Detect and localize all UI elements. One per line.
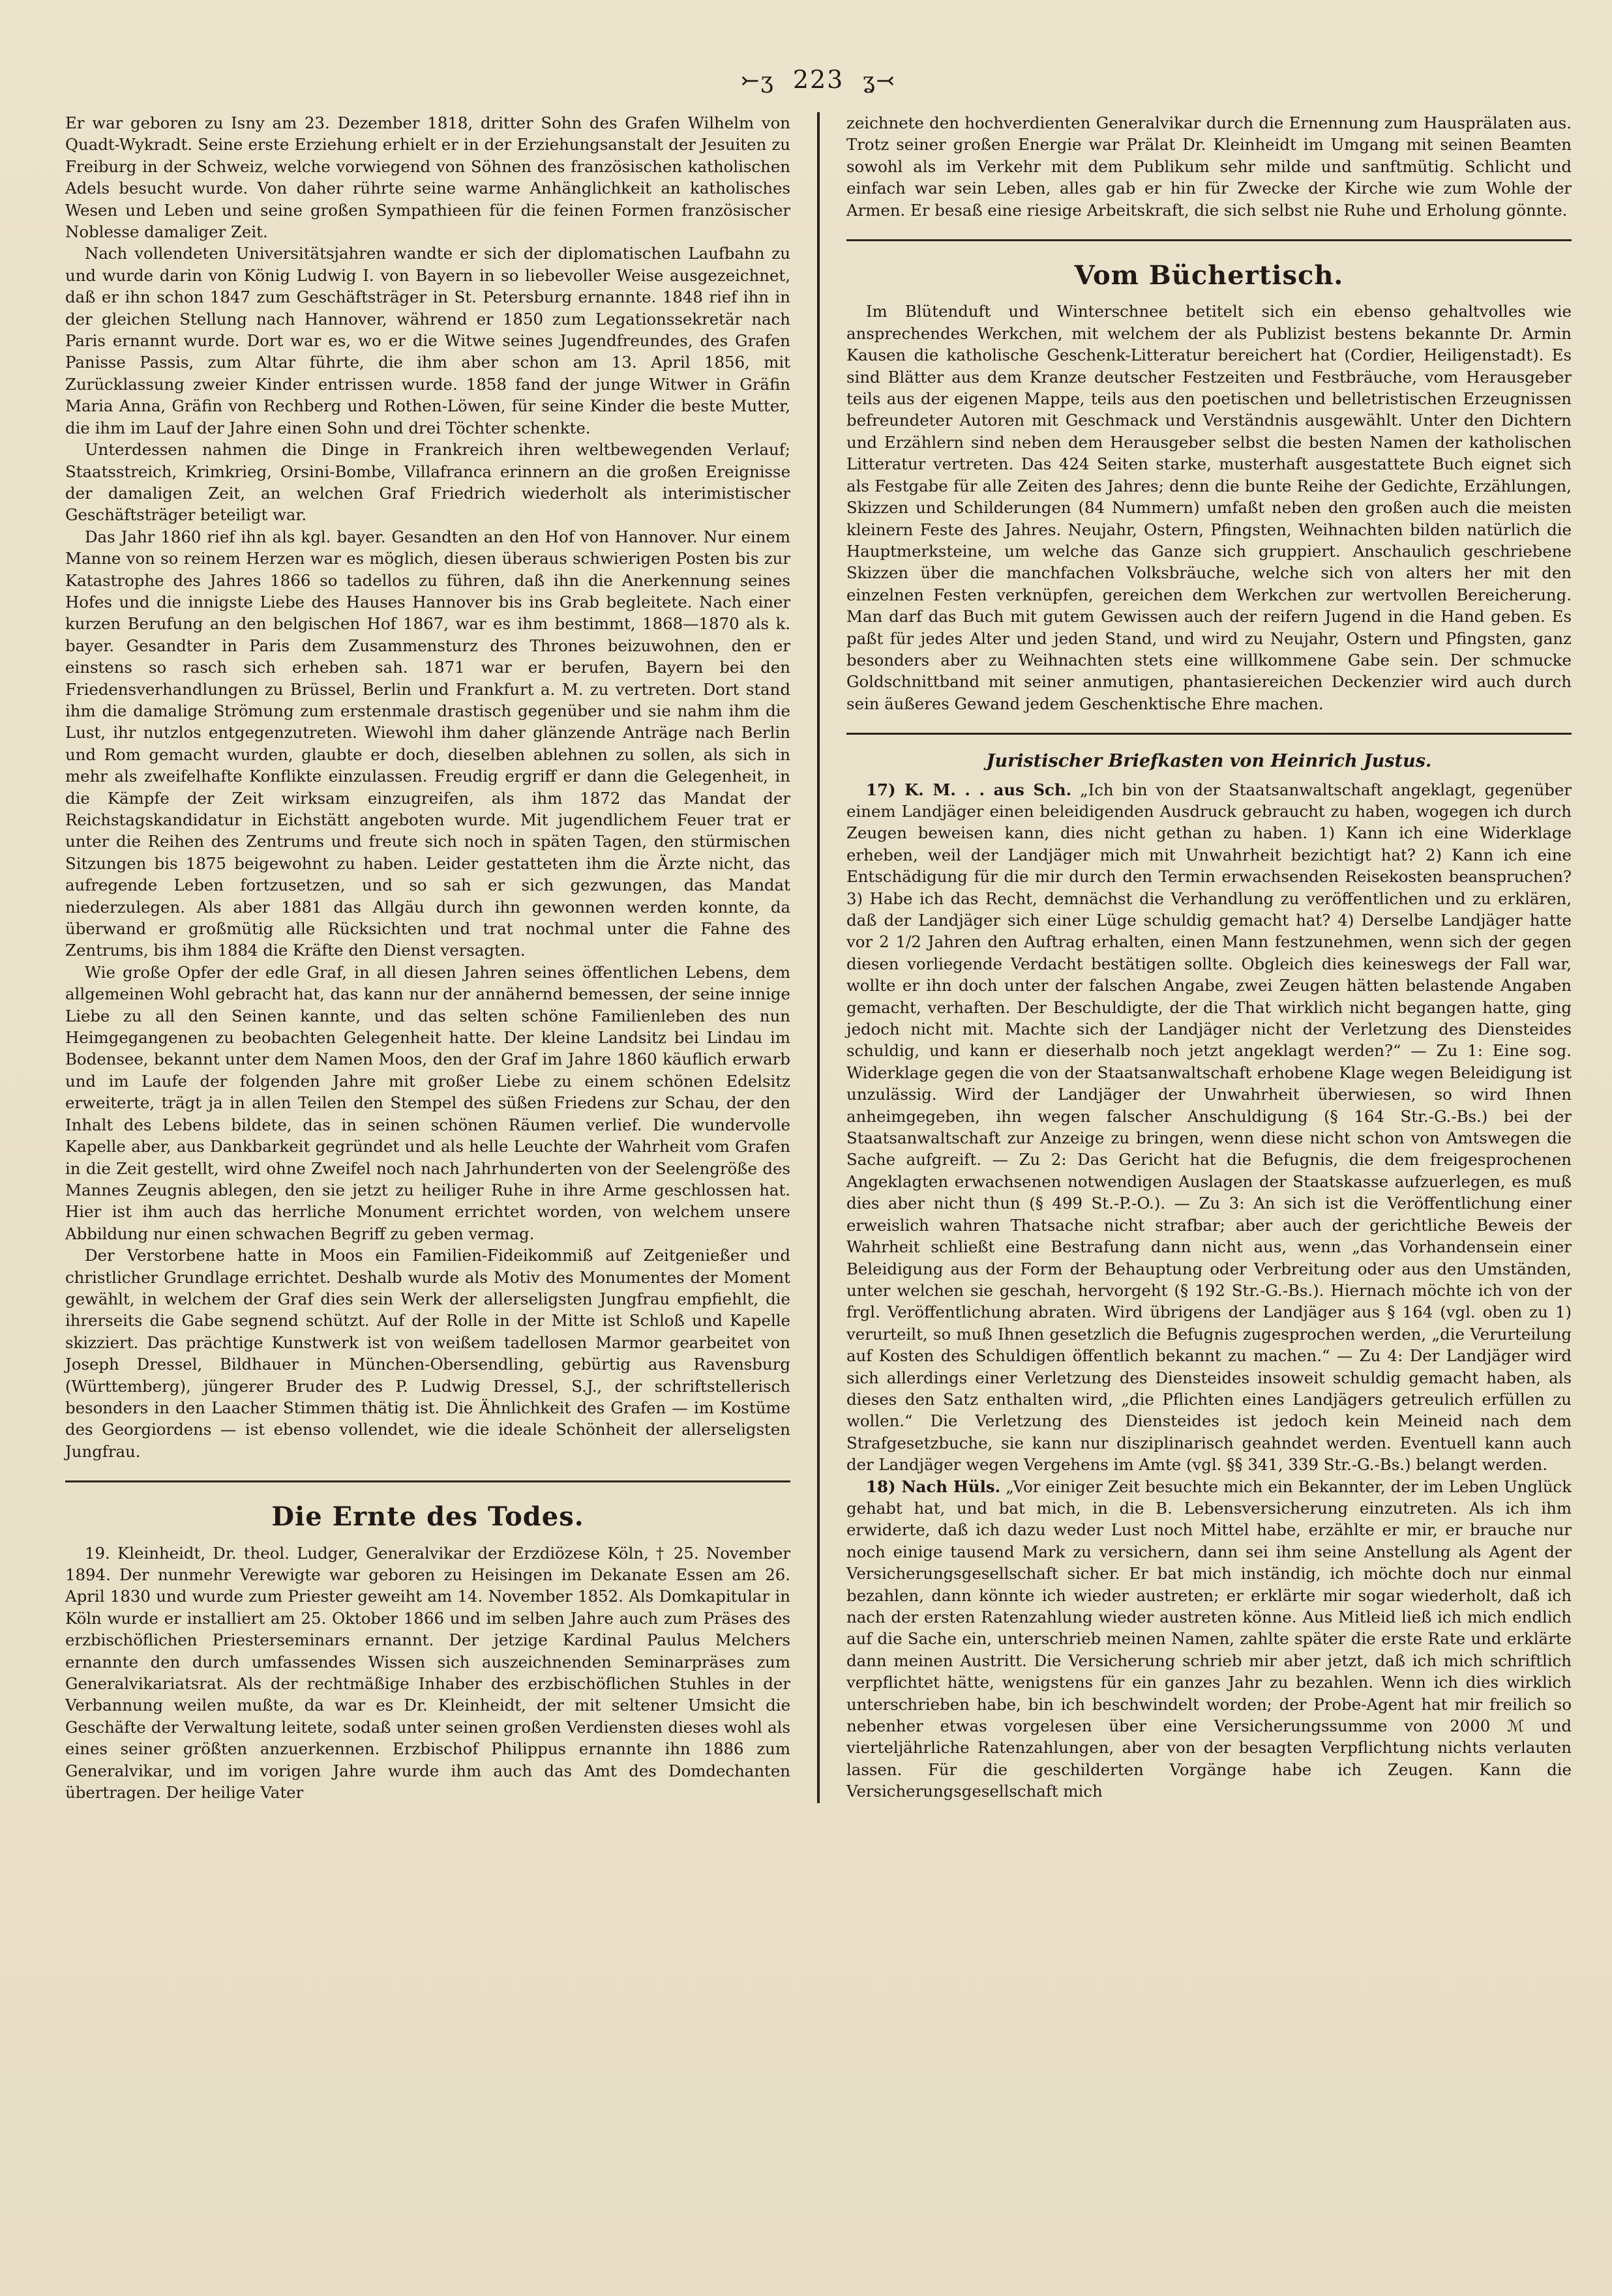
ornament-left: ⤚ʒ [741,68,775,94]
briefkasten-item-17 [846,779,1572,1476]
obituary-paragraph-5: Wie große Opfer der edle Graf, in all diesen Jahren seines öffentlichen Lebens, dem allgemeinen Wohl gebracht hat, das kann nur der annähernd bemessen, der seine innige Liebe zu all den Seinen kannte, und das selten schöne Familienleben des nun Heimgegangenen zu beobachten Gelegenheit hatte. Der kleine Landsitz bei Lindau im Bodensee, bekannt unter dem Namen Moos, den der Graf im Jahre 1860 käuflich erwarb und im Laufe der folgenden Jahre mit großer Liebe zu einem schönen Edelsitz erweiterte, trägt ja in allen Teilen den Stempel des süßen Friedens zur Schau, der den Inhalt des Lebens bildete, das in seinen schönen Räumen verlief. Die wundervolle Kapelle aber, aus Dankbarkeit gegründet und als helle Leuchte der Wahrheit vom Grafen in die Zeit gestellt, wird ohne Zweifel noch nach Jahrhunderten von der Seelengröße des Mannes Zeugnis ablegen, den sie jetzt zu heiliger Ruhe in ihre Arme geschlossen hat. Hier ist ihm auch das herrliche Monument errichtet worden, von welchem unsere Abbildung nur einen schwachen Begriff zu geben vermag. [65,962,790,1243]
right-column [846,112,1572,1803]
item-17-text: „Ich bin von der Staatsanwaltschaft angeklagt, gegenüber einem Landjäger einen beleidigenden Ausdruck gebraucht zu haben, wogegen ich durch Zeugen beweisen kann, dies nicht gethan zu haben. 1) Kann ich eine Widerklage erheben, weil der Landjäger mich mit Unwahrheit bezichtigt hat? 2) Kann ich eine Entschädigung für die mir durch den Termin erwachsenden Reisekosten beanspruchen? 3) Habe ich das Recht, demnächst die Verhandlung zu veröffentlichen und zu erklären, daß der Landjäger sich einer Lüge schuldig gemacht hat? 4) Derselbe Landjäger hatte vor 2 1/2 Jahren den Auftrag erhalten, einen Mann festzunehmen, wenn sich der gegen diesen vorliegende Verdacht bestätigen sollte. Obgleich dies keineswegs der Fall war, wollte er ihn doch unter der falschen Angabe, zwei Zeugen hätten belastende Angaben gemacht, verhaften. Der Beschuldigte, der die That wirklich nicht begangen hatte, ging jedoch nicht mit. Machte sich der Landjäger nicht der Verletzung des Diensteides schuldig, und kann er dieserhalb noch jetzt angeklagt werden?“ — Zu 1: Eine sog. Widerklage gegen die von der Staatsanwaltschaft erhobene Klage wegen Beleidigung ist unzulässig. Wird der Landjäger der Unwahrheit überwiesen, so wird Ihnen anheimgegeben, ihn wegen falscher Anschuldigung (§ 164 Str.-G.-Bs.) bei der Staatsanwaltschaft zur Anzeige zu bringen, wenn diese nicht schon von Amtswegen die Sache aufgreift. — Zu 2: Das Gericht hat die Befugnis, die dem freigesprochenen Angeklagten erwachsenen notwendigen Auslagen der Staatskasse aufzuerlegen, es muß dies aber nicht thun (§ 499 St.-P.-O.). — Zu 3: An sich ist die Veröffentlichung einer erweislich wahren Thatsache nicht strafbar; aber auch der gerichtliche Beweis der Wahrheit schließt eine Bestrafung dann nicht aus, wenn „das Vorhandensein einer Beleidigung aus der Form der Behauptung oder Verbreitung oder aus den Umständen, unter welchen sie geschah, hervorgeht (§ 192 Str.-G.-Bs.). Hiernach möchte ich von der frgl. Veröffentlichung abraten. Wird übrigens der Landjäger aus § 164 (vgl. oben zu 1) verurteilt, so muß Ihnen gesetzlich die Befugnis zugesprochen werden, „die Verurteilung auf Kosten des Schuldigen öffentlich bekannt zu machen.“ — Zu 4: Der Landjäger wird sich allerdings einer Verletzung des Diensteides insoweit schuldig gemacht haben, als dieses den Satz enthalten wird, „die Pflichten eines Landjägers getreulich erfüllen zu wollen.“ Die Verletzung des Diensteides ist jedoch kein Meineid nach dem Strafgesetzbuche, sie kann nur disziplinarisch geahndet werden. Eventuell kann auch der Landjäger wegen Vergehens im Amte (vgl. §§ 341, 339 Str.-G.-Bs.) belangt werden. [846,780,1572,1475]
obituary-paragraph-2: Nach vollendeten Universitätsjahren wandte er sich der diplomatischen Laufbahn zu und wurde darin von König Ludwig I. von Bayern in so liebevoller Weise ausgezeichnet, daß er ihn schon 1847 zum Geschäftsträger in St. Petersburg ernannte. 1848 rief ihn in der gleichen Stellung nach Hannover, während er 1850 zum Legationssekretär nach Paris ernannt wurde. Dort war es, wo er die Witwe seines Jugendfreundes, des Grafen Panisse Passis, zum Altar führte, die ihm aber schon am 13. April 1856, mit Zurücklassung zweier Kinder entrissen wurde. 1858 fand der junge Witwer in Gräfin Maria Anna, Gräfin von Rechberg und Rothen-Löwen, für seine Kinder die beste Mutter, die ihm im Lauf der Jahre einen Sohn und drei Töchter schenkte. [65,244,790,437]
page-number: 223 [792,65,844,94]
ornament-right: ʓ⤙ [862,68,896,94]
buechertisch-paragraph: Im Blütenduft und Winterschnee betitelt sich ein ebenso gehaltvolles wie ansprechendes Werkchen, mit welchem der als Publizist bestens bekannte Dr. Armin Kausen die katholische Geschenk-Litteratur bereichert hat (Cordier, Heiligenstadt). Es sind Blätter aus dem Kranze deutscher Festzeiten und Festbräuche, vom Herausgeber teils aus der eigenen Mappe, teils aus den poetischen und belletristischen Erzeugnissen befreundeter Autoren mit Geschmack und Verständnis ausgewählt. Unter den Dichtern und Erzählern sind neben dem Herausgeber selbst die besten Namen der katholischen Litteratur vertreten. Das 424 Seiten starke, musterhaft ausgestattete Buch eignet sich als Festgabe für alle Zeiten des Jahres; denn die bunte Reihe der Gedichte, Erzählungen, Skizzen und Schilderungen (84 Nummern) umfaßt neben den großen auch die meisten kleinern Feste des Jahres. Neujahr, Ostern, Pfingsten, Weihnachten bilden natürlich die Hauptmerksteine, um welche das Ganze sich gruppiert. Anschaulich geschriebene Skizzen über die manchfachen Volksbräuche, welche sich von alters her mit den einzelnen Festen verknüpfen, gereichen dem Werkchen zur wertvollen Bereicherung. Man darf das Buch mit gutem Gewissen auch der reifern Jugend in die Hand geben. Es paßt für jedes Alter und jeden Stand, und wird zu Neujahr, Ostern und Pfingsten, ganz besonders aber zu Weihnachten stets eine willkommene Gabe sein. Der schmucke Goldschnittband mit seiner anmutigen, phantasiereichen Deckenzier wird auch durch sein äußeres Gewand jedem Geschenktische Ehre machen. [846,302,1572,713]
item-18-text: „Vor einiger Zeit besuchte mich ein Bekannter, der im Leben Unglück gehabt hat, und bat mich, in die B. Lebensversicherung einzutreten. Als ich ihm erwiderte, daß ich dazu weder Lust noch Mittel habe, erzählte er mir, er brauche nur noch einige tausend Mark zu versichern, dann sei ihm seine Anstellung als Agent der Versicherungsgesellschaft sicher. Er bat mich inständig, ich möchte doch nur einmal bezahlen, dann könnte ich wieder austreten; er erklärte mir sogar wiederholt, daß ich nach der ersten Ratenzahlung wieder austreten könne. Aus Mitleid ließ ich mich endlich auf die Sache ein, unterschrieb meinen Namen, zahlte später die erste Rate und erklärte dann meinen Austritt. Die Versicherung schrieb mir aber jetzt, daß ich mich schriftlich verpflichtet hätte, wenigstens für ein ganzes Jahr zu bezahlen. Wenn ich dies wirklich unterschrieben habe, bin ich beschwindelt worden; der Probe-Agent hat mir freilich so nebenher etwas vorgelesen über eine Versicherungssumme von 2000 ℳ und vierteljährliche Ratenzahlungen, aber von der besagten Verpflichtung nichts verlauten lassen. Für die geschilderten Vorgänge habe ich Zeugen. Kann die Versicherungsgesellschaft mich [846,1477,1572,1801]
obituary-paragraph-1: Er war geboren zu Isny am 23. Dezember 1818, dritter Sohn des Grafen Wilhelm von Quadt-Wykradt. Seine erste Erziehung erhielt er in der Erziehungsanstalt der Jesuiten zu Freiburg in der Schweiz, welche vorwiegend von Söhnen des französischen katholischen Adels besucht wurde. Von daher rührte seine warme Anhänglichkeit an katholisches Wesen und Leben und seine großen Sympathieen für die feinen Formen französischer Noblesse damaliger Zeit. [65,113,790,242]
ernte-continuation: zeichnete den hochverdienten Generalvikar durch die Ernennung zum Hausprälaten aus. Trotz seiner großen Energie war Prälat Dr. Kleinheidt im Umgang mit seinen Beamten sowohl als im Verkehr mit dem Publikum sehr milde und sanftmütig. Schlicht und einfach war sein Leben, alles gab er hin für Zwecke der Kirche wie zum Wohle der Armen. Er besaß eine riesige Arbeitskraft, die sich selbst nie Ruhe und Erholung gönnte. [846,113,1572,220]
item-18-label: 18) Nach Hüls. [866,1477,1001,1496]
obituary-paragraph-6: Der Verstorbene hatte in Moos ein Familien-Fideikommiß auf Zeitgenießer und christlicher Grundlage errichtet. Deshalb wurde als Motiv des Monumentes der Moment gewählt, in welchem der Graf dies sein Werk der allerseligsten Jungfrau empfiehlt, die ihrerseits die Gabe segnend schützt. Auf der Rolle in der Mitte ist Schloß und Kapelle skizziert. Das prächtige Kunstwerk ist von weißem tadellosen Marmor gearbeitet von Joseph Dressel, Bildhauer in München-Obersendling, gebürtig aus Ravensburg (Württemberg), jüngerer Bruder des P. Ludwig Dressel, S.J., der schriftstellerisch besonders in den Laacher Stimmen thätig ist. Die Ähnlichkeit des Grafen — im Kostüme des Georgiordens — ist ebenso vollendet, wie die ideale Schönheit der allerseligsten Jungfrau. [65,1246,790,1461]
briefkasten-item-18 [846,1476,1572,1803]
two-column-layout [65,112,1572,1803]
obituary-paragraph-3: Unterdessen nahmen die Dinge in Frankreich ihren weltbewegenden Verlauf; Staatsstreich, Krimkrieg, Orsini-Bombe, Villafranca erinnern an die großen Ereignisse der damaligen Zeit, an welchen Graf Friedrich wiederholt als interimistischer Geschäftsträger beteiligt war. [65,440,790,525]
section-heading-briefkasten: Juristischer Briefkasten von Heinrich Justus. [986,751,1432,772]
item-17-label: 17) K. M. . . aus Sch. [866,780,1072,799]
left-column [65,112,790,1803]
section-heading-buechertisch: Vom Büchertisch. [1074,260,1344,291]
section-divider [846,733,1572,735]
page-folio [65,63,1572,96]
section-divider [65,1480,790,1482]
ernte-paragraph: 19. Kleinheidt, Dr. theol. Ludger, Generalvikar der Erzdiözese Köln, † 25. November 1894. Der nunmehr Verewigte war geboren zu Heisingen im Dekanate Essen am 26. April 1830 und wurde zum Priester geweiht am 14. November 1852. Als Domkapitular in Köln wurde er installiert am 25. Oktober 1866 und im selben Jahre auch zum Präses des erzbischöflichen Priesterseminars ernannt. Der jetzige Kardinal Paulus Melchers ernannte den durch umfassendes Wissen sich auszeichnenden Seminarpräses zum Generalvikariatsrat. Als der rechtmäßige Inhaber des erzbischöflichen Stuhles in der Verbannung weilen mußte, da war es Dr. Kleinheidt, der mit seltener Umsicht die Geschäfte der Verwaltung leitete, sodaß unter seinen großen Verdiensten dieses wohl als eines seiner größten anzuerkennen. Erzbischof Philippus ernannte ihn 1886 zum Generalvikar, und im vorigen Jahre wurde ihm auch das Amt des Domdechanten übertragen. Der heilige Vater [65,1543,790,1803]
obituary-paragraph-4: Das Jahr 1860 rief ihn als kgl. bayer. Gesandten an den Hof von Hannover. Nur einem Manne von so reinem Herzen war es möglich, diesen überaus schwierigen Posten bis zur Katastrophe des Jahres 1866 so tadellos zu führen, daß ihn die Anerkennung seines Hofes und die innigste Liebe des Hauses Hannover bis ins Grab begleitete. Nach einer kurzen Berufung an den belgischen Hof 1867, war es ihm bestimmt, 1868—1870 als k. bayer. Gesandter in Paris dem Zusammensturz des Thrones beizuwohnen, den er einstens so rasch sich erheben sah. 1871 war er berufen, Bayern bei den Friedensverhandlungen zu Brüssel, Berlin und Frankfurt a. M. zu vertreten. Dort stand ihm die damalige Strömung zum erstenmale drastisch gegenüber und sie nahm ihm die Lust, ihr nutzlos entgegenzutreten. Wiewohl ihm daher glänzende Anträge nach Berlin und Rom gemacht wurden, glaubte er doch, dieselben ablehnen zu sollen, als sich in mehr als zweifelhafte Konflikte einzulassen. Freudig ergriff er dann die Gelegenheit, in die Kämpfe der Zeit wirksam einzugreifen, als ihm 1872 das Mandat der Reichstagskandidatur in Eichstätt angeboten wurde. Mit jugendlichem Feuer trat er unter die Reihen des Zentrums und freute sich noch in späten Tagen, den stürmischen Sitzungen bis 1875 beigewohnt zu haben. Leider gestatteten ihm die Ärzte nicht, das aufregende Leben fortzusetzen, und so sah er sich gezwungen, das Mandat niederzulegen. Als aber 1881 das Allgäu durch ihn gewonnen werden konnte, da überwand er großmütig alle Rücksichten und trat nochmal unter die Fahne des Zentrums, bis ihm 1884 die Kräfte den Dienst versagten. [65,527,790,960]
column-rule [817,112,820,1803]
section-divider [846,239,1572,241]
section-heading-ernte: Die Ernte des Todes. [271,1501,584,1533]
